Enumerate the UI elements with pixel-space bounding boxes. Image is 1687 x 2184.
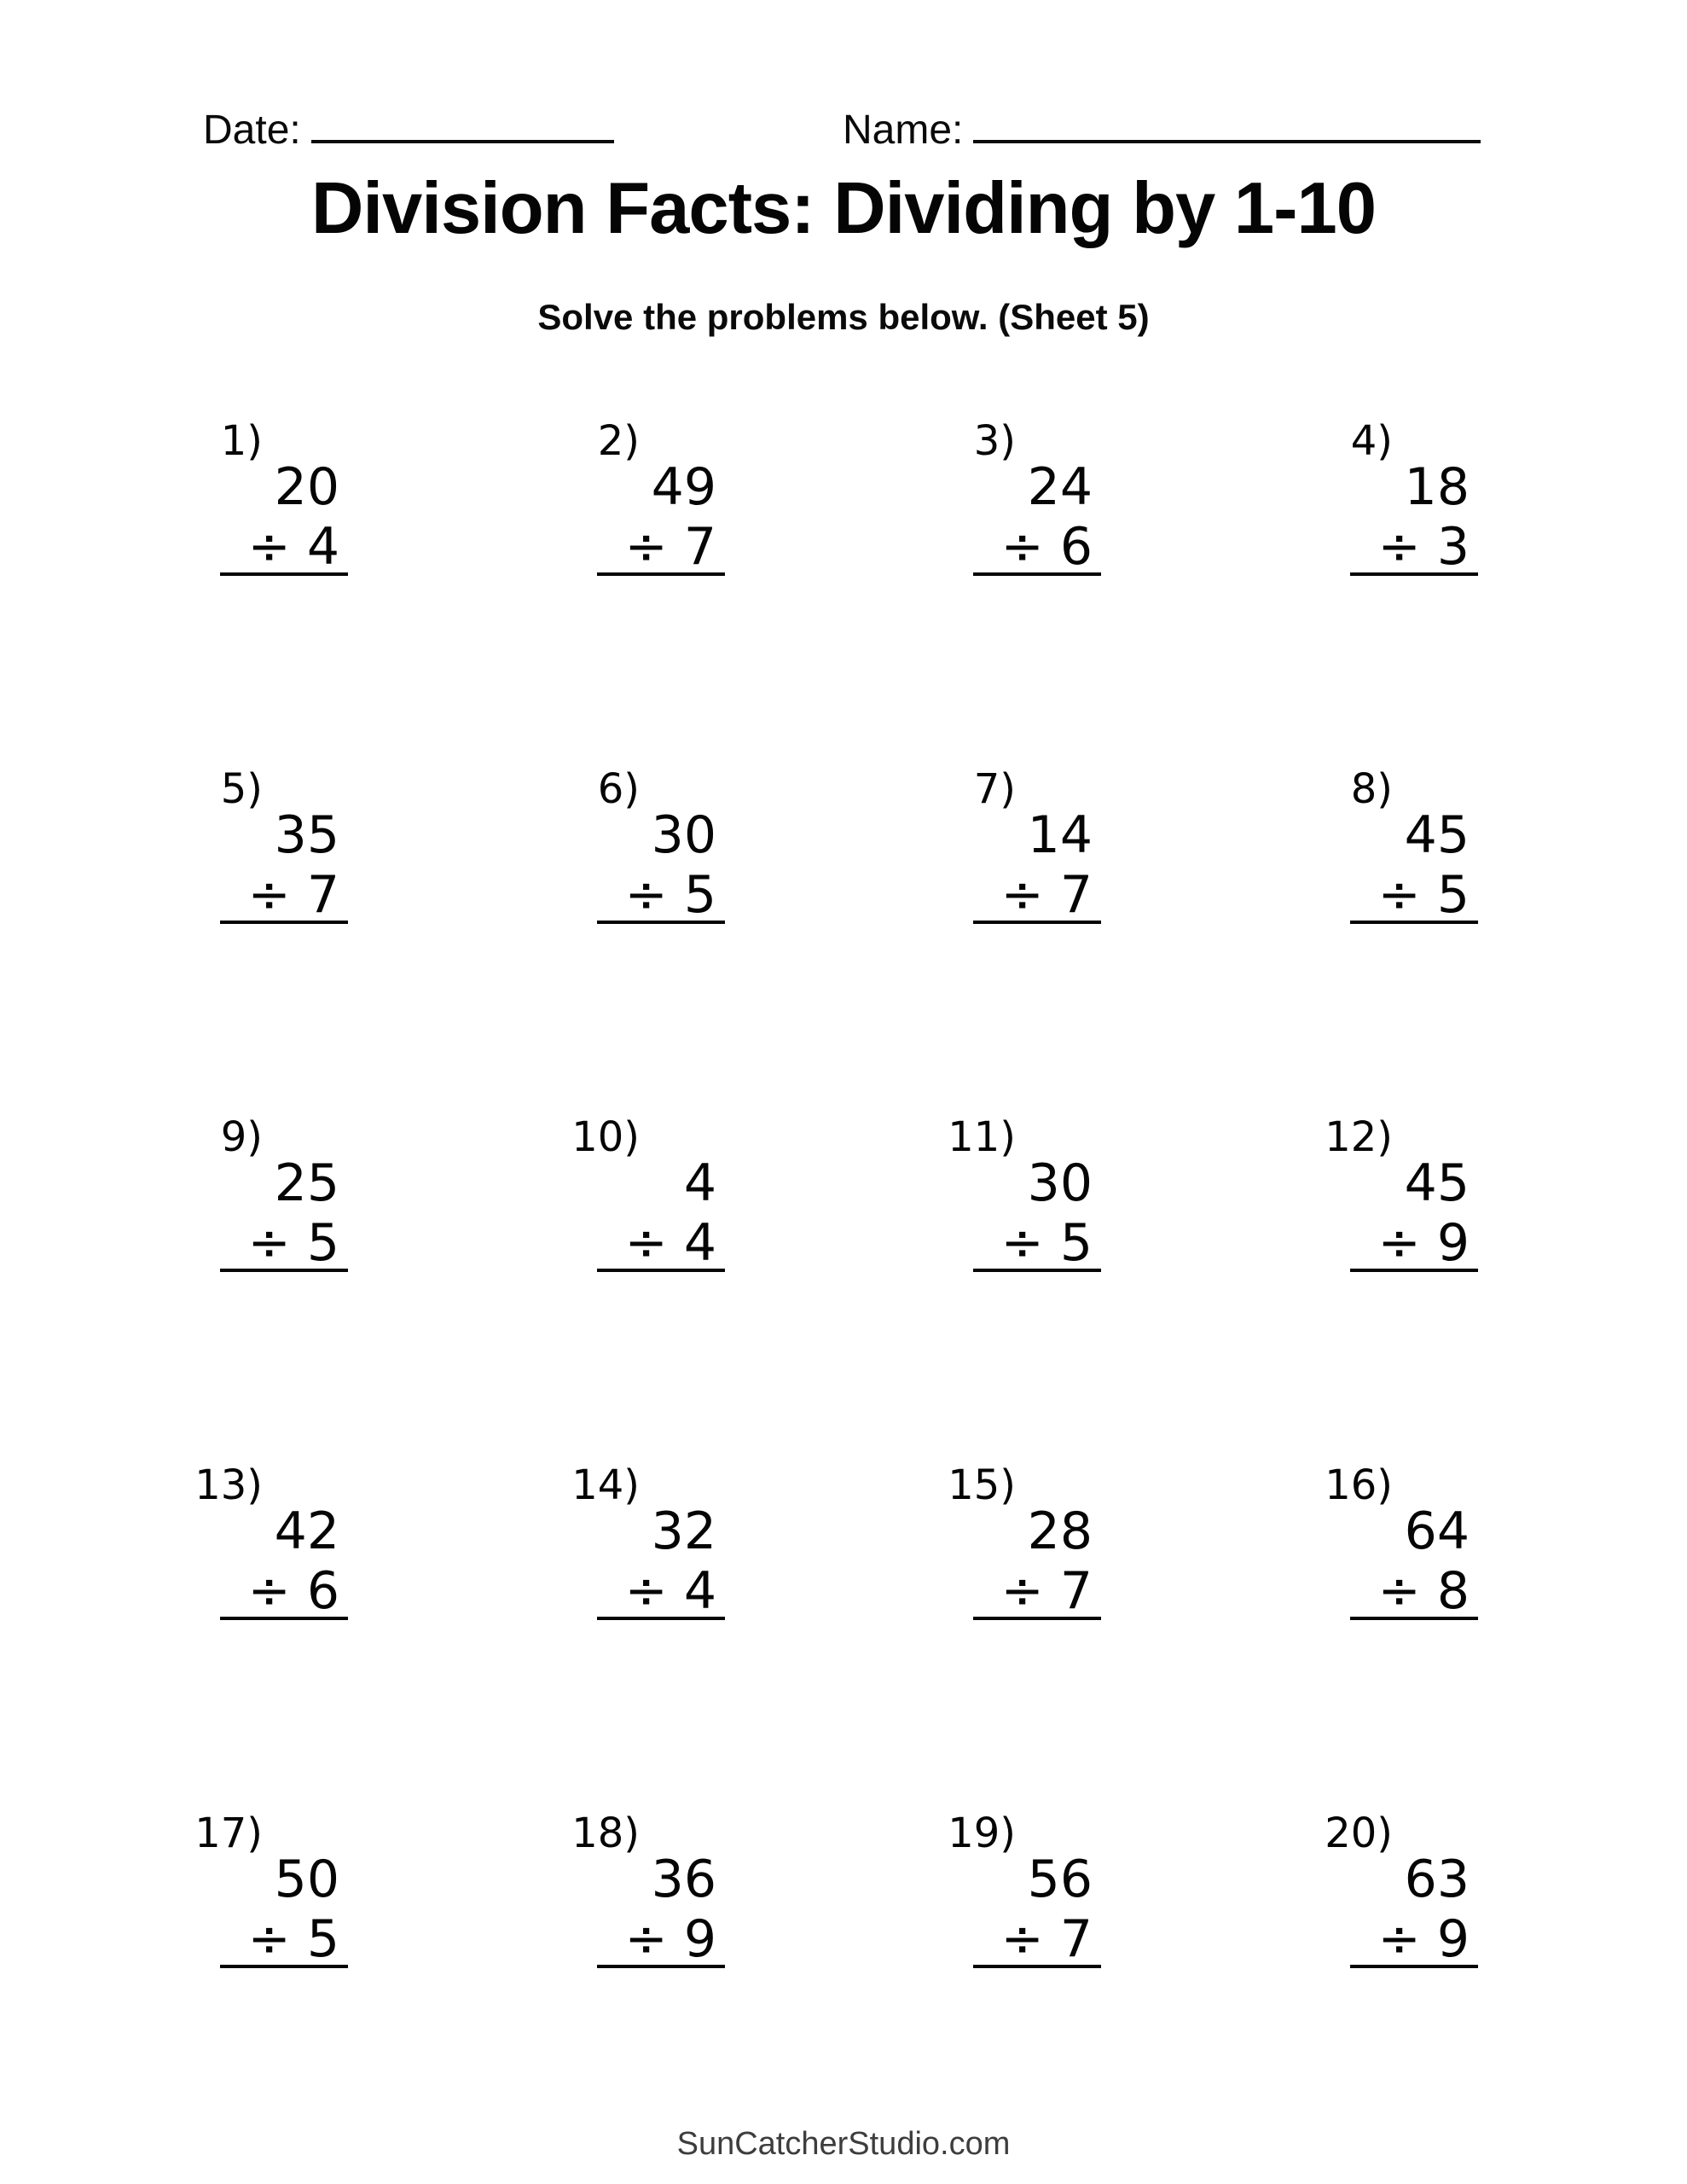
- dividend: 36: [651, 1850, 716, 1909]
- dividend: 45: [1404, 1153, 1470, 1213]
- division-sign: ÷: [1000, 1213, 1044, 1273]
- division-sign: ÷: [624, 865, 668, 925]
- division-problem-14: [571, 1461, 725, 1623]
- divisor-line: [624, 517, 716, 577]
- problem-number: 19): [948, 1809, 1016, 1857]
- answer-line: [973, 1269, 1101, 1272]
- dividend: 45: [1404, 805, 1470, 865]
- division-problem-18: [571, 1809, 725, 1971]
- divisor-line: [624, 865, 716, 925]
- divisor-line: [247, 1561, 339, 1621]
- divisor-line: [1000, 517, 1093, 577]
- divisor: 9: [1436, 1213, 1470, 1273]
- divisor: 5: [683, 865, 716, 925]
- divisor: 4: [683, 1561, 716, 1621]
- divisor-line: [1377, 1213, 1470, 1273]
- problem-number: 2): [597, 417, 640, 465]
- divisor: 7: [683, 517, 716, 577]
- division-sign: ÷: [624, 517, 668, 577]
- divisor: 5: [1436, 865, 1470, 925]
- answer-line: [220, 1617, 348, 1620]
- division-problem-19: [948, 1809, 1101, 1971]
- division-sign: ÷: [1377, 1909, 1421, 1969]
- name-blank-line: [973, 140, 1481, 143]
- dividend: 25: [274, 1153, 339, 1213]
- dividend: 24: [1027, 457, 1093, 517]
- answer-line: [1350, 572, 1478, 576]
- division-problem-1: [220, 417, 348, 578]
- divisor: 4: [306, 517, 339, 577]
- problem-number: 10): [571, 1113, 640, 1161]
- page-subtitle: Solve the problems below. (Sheet 5): [537, 297, 1150, 337]
- page-title: Division Facts: Dividing by 1-10: [310, 168, 1377, 249]
- divisor-line: [247, 1213, 339, 1273]
- divisor-line: [1377, 1909, 1470, 1969]
- division-sign: ÷: [247, 1909, 291, 1969]
- division-problem-4: [1350, 417, 1478, 578]
- divisor-line: [247, 1909, 339, 1969]
- problem-number: 18): [571, 1809, 640, 1857]
- division-sign: ÷: [247, 1561, 291, 1621]
- footer-site-credit: SunCatcherStudio.com: [676, 2126, 1011, 2162]
- problem-number: 4): [1350, 417, 1393, 465]
- answer-line: [597, 1965, 725, 1968]
- division-problem-10: [571, 1113, 725, 1275]
- problem-number: 20): [1325, 1809, 1393, 1857]
- divisor-line: [624, 1561, 716, 1621]
- dividend: 30: [651, 805, 716, 865]
- problem-number: 12): [1325, 1113, 1393, 1161]
- name-field: [843, 104, 1481, 157]
- problem-number: 6): [597, 765, 640, 813]
- answer-line: [1350, 1269, 1478, 1272]
- division-problem-8: [1350, 765, 1478, 926]
- divisor: 7: [306, 865, 339, 925]
- division-sign: ÷: [1377, 865, 1421, 925]
- dividend: 63: [1404, 1850, 1470, 1909]
- answer-line: [597, 572, 725, 576]
- divisor: 8: [1436, 1561, 1470, 1621]
- problem-number: 13): [194, 1461, 263, 1509]
- division-problem-6: [597, 765, 725, 926]
- division-sign: ÷: [1000, 1909, 1044, 1969]
- answer-line: [973, 1617, 1101, 1620]
- division-sign: ÷: [1000, 517, 1044, 577]
- divisor: 6: [306, 1561, 339, 1621]
- answer-line: [220, 1965, 348, 1968]
- dividend: 49: [651, 457, 716, 517]
- divisor: 7: [1059, 1561, 1093, 1621]
- answer-line: [973, 921, 1101, 924]
- dividend: 28: [1027, 1502, 1093, 1561]
- name-label: Name:: [843, 107, 964, 153]
- divisor: 3: [1436, 517, 1470, 577]
- answer-line: [220, 921, 348, 924]
- division-sign: ÷: [1377, 1213, 1421, 1273]
- answer-line: [597, 1269, 725, 1272]
- date-label: Date:: [203, 107, 301, 153]
- dividend: 20: [274, 457, 339, 517]
- division-sign: ÷: [624, 1561, 668, 1621]
- dividend: 30: [1027, 1153, 1093, 1213]
- division-problem-9: [220, 1113, 348, 1275]
- division-sign: ÷: [247, 1213, 291, 1273]
- divisor: 9: [1436, 1909, 1470, 1969]
- divisor: 4: [683, 1213, 716, 1273]
- dividend: 14: [1027, 805, 1093, 865]
- divisor-line: [247, 517, 339, 577]
- problem-number: 9): [220, 1113, 263, 1161]
- division-problem-16: [1325, 1461, 1478, 1623]
- divisor: 9: [683, 1909, 716, 1969]
- answer-line: [220, 572, 348, 576]
- divisor-line: [1377, 517, 1470, 577]
- answer-line: [973, 572, 1101, 576]
- dividend: 4: [683, 1153, 716, 1213]
- division-problem-3: [973, 417, 1101, 578]
- dividend: 32: [651, 1502, 716, 1561]
- problem-number: 8): [1350, 765, 1393, 813]
- division-problem-13: [194, 1461, 348, 1623]
- divisor: 5: [306, 1213, 339, 1273]
- divisor: 5: [1059, 1213, 1093, 1273]
- answer-line: [1350, 1617, 1478, 1620]
- dividend: 18: [1404, 457, 1470, 517]
- division-sign: ÷: [247, 517, 291, 577]
- division-problem-2: [597, 417, 725, 578]
- divisor: 7: [1059, 865, 1093, 925]
- problem-number: 5): [220, 765, 263, 813]
- division-sign: ÷: [624, 1213, 668, 1273]
- dividend: 35: [274, 805, 339, 865]
- division-sign: ÷: [247, 865, 291, 925]
- problem-number: 7): [973, 765, 1016, 813]
- answer-line: [597, 1617, 725, 1620]
- problem-number: 3): [973, 417, 1016, 465]
- divisor-line: [1377, 1561, 1470, 1621]
- date-blank-line: [311, 140, 614, 143]
- divisor-line: [624, 1909, 716, 1969]
- division-problem-17: [194, 1809, 348, 1971]
- problem-number: 11): [948, 1113, 1016, 1161]
- problem-number: 14): [571, 1461, 640, 1509]
- dividend: 64: [1404, 1502, 1470, 1561]
- dividend: 42: [274, 1502, 339, 1561]
- answer-line: [1350, 921, 1478, 924]
- problem-number: 16): [1325, 1461, 1393, 1509]
- dividend: 56: [1027, 1850, 1093, 1909]
- division-sign: ÷: [1377, 1561, 1421, 1621]
- divisor-line: [1377, 865, 1470, 925]
- answer-line: [597, 921, 725, 924]
- divisor-line: [1000, 1213, 1093, 1273]
- divisor: 7: [1059, 1909, 1093, 1969]
- division-problem-20: [1325, 1809, 1478, 1971]
- answer-line: [1350, 1965, 1478, 1968]
- division-problem-12: [1325, 1113, 1478, 1275]
- answer-line: [220, 1269, 348, 1272]
- division-sign: ÷: [1000, 865, 1044, 925]
- division-problem-7: [973, 765, 1101, 926]
- divisor-line: [1000, 865, 1093, 925]
- division-problem-5: [220, 765, 348, 926]
- divisor-line: [1000, 1909, 1093, 1969]
- divisor: 6: [1059, 517, 1093, 577]
- divisor-line: [247, 865, 339, 925]
- division-sign: ÷: [1000, 1561, 1044, 1621]
- problem-number: 17): [194, 1809, 263, 1857]
- divisor-line: [624, 1213, 716, 1273]
- date-field: [203, 104, 614, 157]
- dividend: 50: [274, 1850, 339, 1909]
- divisor-line: [1000, 1561, 1093, 1621]
- problem-number: 1): [220, 417, 263, 465]
- division-sign: ÷: [1377, 517, 1421, 577]
- division-sign: ÷: [624, 1909, 668, 1969]
- problem-number: 15): [948, 1461, 1016, 1509]
- divisor: 5: [306, 1909, 339, 1969]
- division-problem-15: [948, 1461, 1101, 1623]
- answer-line: [973, 1965, 1101, 1968]
- division-problem-11: [948, 1113, 1101, 1275]
